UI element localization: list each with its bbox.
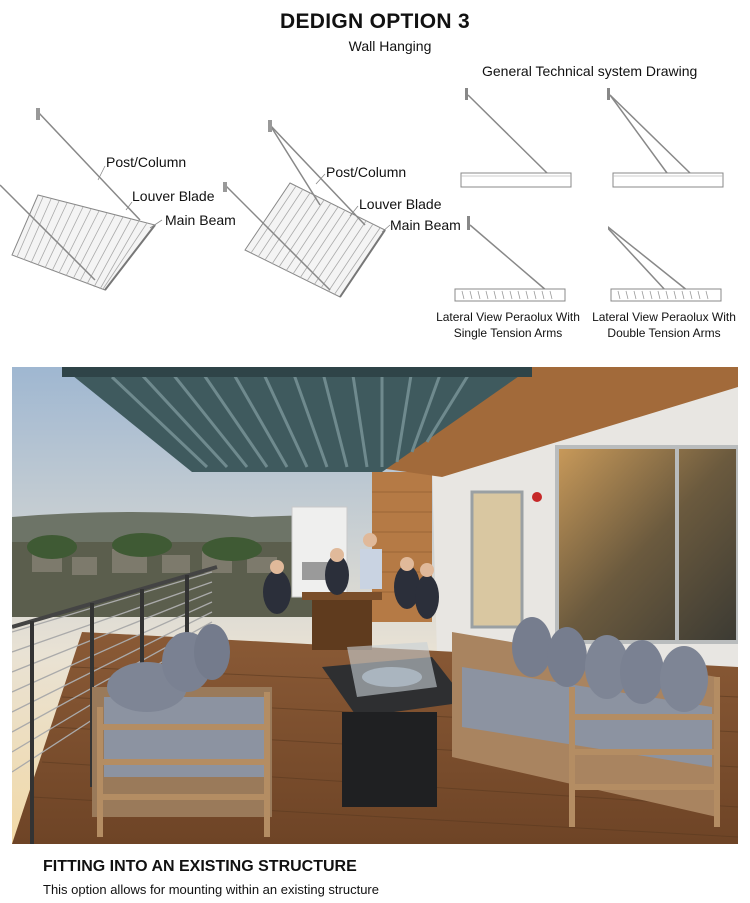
lateral-view-single-arm [452,213,572,308]
rooftop-terrace-photo [12,367,738,844]
caption-single-tension-arms: Lateral View Peraolux With Single Tension Arms [436,310,580,340]
technical-drawing-title: General Technical system Drawing [482,63,698,79]
wall-bracket [268,120,272,132]
page-title: DEDIGN OPTION 3 [279,10,471,33]
louver-panel [12,195,155,290]
label-post-column: Post/Column [326,164,407,180]
lateral-view-double-arm [608,213,728,308]
section-heading: FITTING INTO AN EXISTING STRUCTURE [43,858,357,875]
label-louver-blade: Louver Blade [359,196,442,212]
wall-bracket [36,108,40,120]
wall-bracket [223,182,227,192]
label-main-beam: Main Beam [390,217,461,233]
label-post-column: Post/Column [106,154,187,170]
label-louver-blade: Louver Blade [132,188,215,204]
caption-double-tension-arms: Lateral View Peraolux With Double Tension Arms [592,310,736,340]
section-description: This option allows for mounting within an existing structure [43,882,379,897]
top-view-single-arm [455,85,580,195]
page-subtitle: Wall Hanging [348,38,432,54]
label-main-beam: Main Beam [165,212,236,228]
top-view-double-arm [605,85,730,195]
